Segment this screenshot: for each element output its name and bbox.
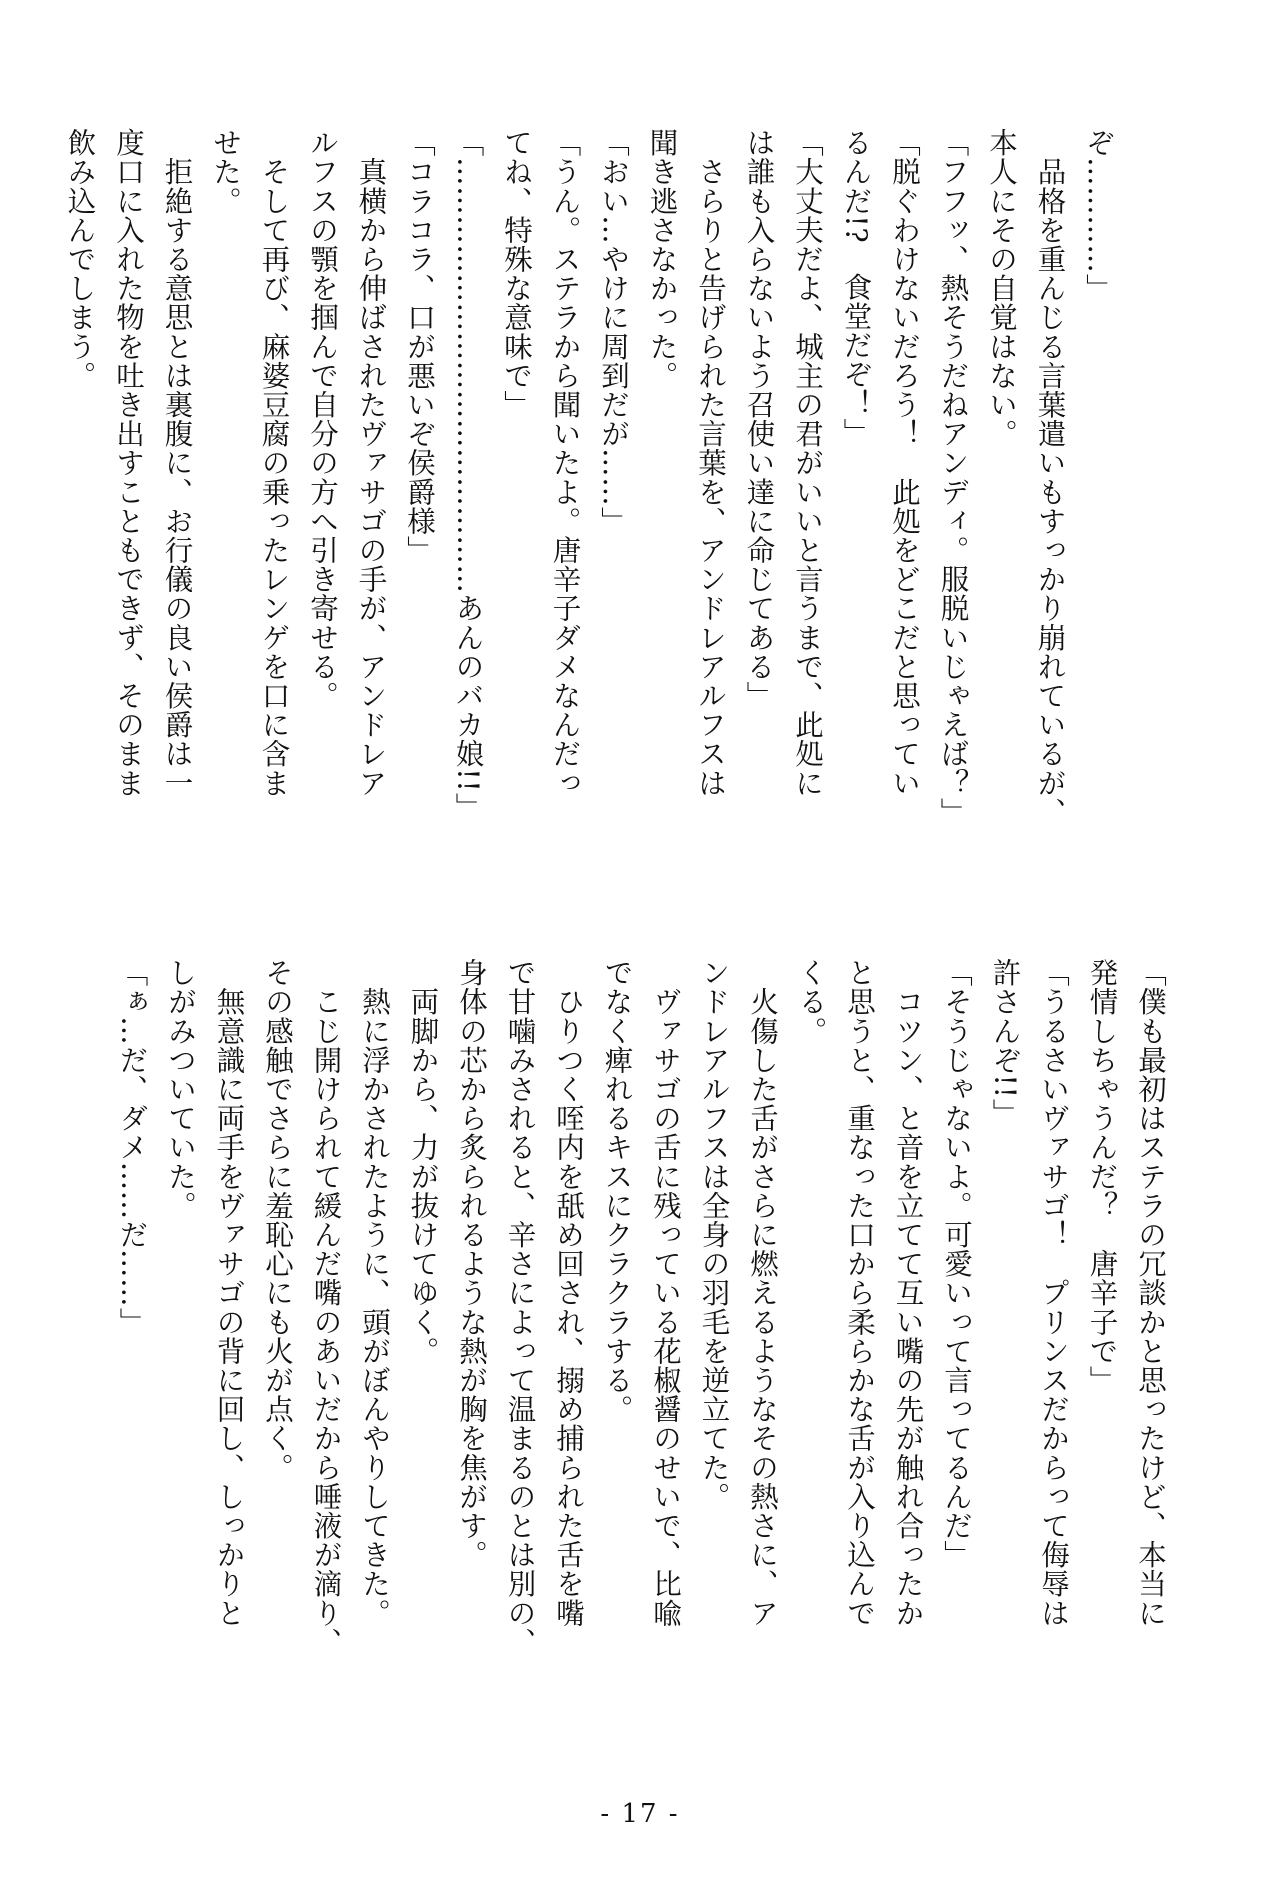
text-line: 「うるさいヴァサゴ！ プリンスだからって侮辱は xyxy=(1037,958,1070,1628)
text-line: こじ開けられて緩んだ嘴のあいだから唾液が滴り、 xyxy=(309,958,343,1657)
text-line: るんだ!? 食堂だぞ！」 xyxy=(839,128,873,447)
text-line: 拒絶する意思とは裏腹に、お行儀の良い侯爵は一 xyxy=(160,128,194,798)
text-line: で甘噛みされると、辛さによって温まるのとは別の、 xyxy=(503,958,537,1657)
text-line: 聞き逃さなかった。 xyxy=(645,128,679,390)
page-number: - 17 - xyxy=(600,1799,680,1829)
text-block-lower xyxy=(115,958,1174,1748)
text-line: 真横から伸ばされたヴァサゴの手が、アンドレア xyxy=(354,128,388,798)
text-line: と思うと、重なった口から柔らかな舌が入り込んで xyxy=(843,958,876,1628)
text-line: ぞ…………」 xyxy=(1082,128,1115,303)
text-line: 火傷した舌がさらに燃えるようなその熱さに、ア xyxy=(746,958,779,1628)
text-line: しがみついていた。 xyxy=(164,958,197,1220)
text-line: 「………………………………………あんのバカ娘!!」 xyxy=(451,128,485,822)
text-line: そして再び、麻婆豆腐の乗ったレンゲを口に含ま xyxy=(257,128,291,798)
text-line: 発情しちゃうんだ？ 唐辛子で」 xyxy=(1085,958,1119,1395)
text-line: 「うん。ステラから聞いたよ。唐辛子ダメなんだっ xyxy=(548,128,582,798)
text-line: 本人にその自覚はない。 xyxy=(985,128,1018,449)
text-line: 飲み込んでしまう。 xyxy=(63,128,97,390)
text-line: くる。 xyxy=(794,958,828,1046)
text-line: 許さんぞ!!」 xyxy=(988,958,1022,1128)
text-line: 「大丈夫だよ、城主の君がいいと言うまで、此処に xyxy=(791,128,824,798)
text-line: 「おい…やけに周到だが……」 xyxy=(597,128,630,536)
text-line: ンドレアルフスは全身の羽毛を逆立てた。 xyxy=(697,958,731,1511)
text-line: せた。 xyxy=(209,128,242,216)
text-line: てね、特殊な意味で」 xyxy=(500,128,533,419)
text-line: 「フフッ、熱そうだねアンディ。服脱いじゃえば？」 xyxy=(936,128,970,827)
text-line: その感触でさらに羞恥心にも火が点く。 xyxy=(261,958,294,1482)
text-line: 無意識に両手をヴァサゴの背に回し、しっかりと xyxy=(212,958,246,1628)
text-line: ヴァサゴの舌に残っている花椒醤のせいで、比喩 xyxy=(649,958,682,1628)
text-line: でなく痺れるキスにクラクラする。 xyxy=(600,958,634,1424)
text-line: 「脱ぐわけないだろう！ 此処をどこだと思ってい xyxy=(888,128,921,798)
text-line: 「そうじゃないよ。可愛いって言ってるんだ」 xyxy=(940,958,973,1570)
text-line: 度口に入れた物を吐き出すこともできず、そのまま xyxy=(112,128,145,798)
text-line: 品格を重んじる言葉遣いもすっかり崩れているが、 xyxy=(1033,128,1067,827)
text-line: 「コラコラ、口が悪いぞ侯爵様」 xyxy=(403,128,436,565)
text-line: ひりつく咥内を舐め回され、搦め捕られた舌を嘴 xyxy=(552,958,585,1628)
text-block-upper xyxy=(63,128,1122,918)
text-line: ルフスの顎を掴んで自分の方へ引き寄せる。 xyxy=(306,128,339,710)
text-line: は誰も入らないよう召使い達に命じてある」 xyxy=(742,128,776,710)
text-line: 熱に浮かされたように、頭がぼんやりしてきた。 xyxy=(358,958,391,1628)
text-line: 両脚から、力が抜けてゆく。 xyxy=(406,958,440,1366)
text-line: 身体の芯から炙られるような熱が胸を焦がす。 xyxy=(455,958,488,1570)
text-line: さらりと告げられた言葉を、アンドレアルフスは xyxy=(694,128,727,798)
text-line: コツン、と音を立てて互い嘴の先が触れ合ったか xyxy=(891,958,925,1628)
text-line: 「僕も最初はステラの冗談かと思ったけど、本当に xyxy=(1134,958,1167,1628)
text-line: 「ぁ…だ、ダメ……だ……」 xyxy=(115,958,149,1337)
